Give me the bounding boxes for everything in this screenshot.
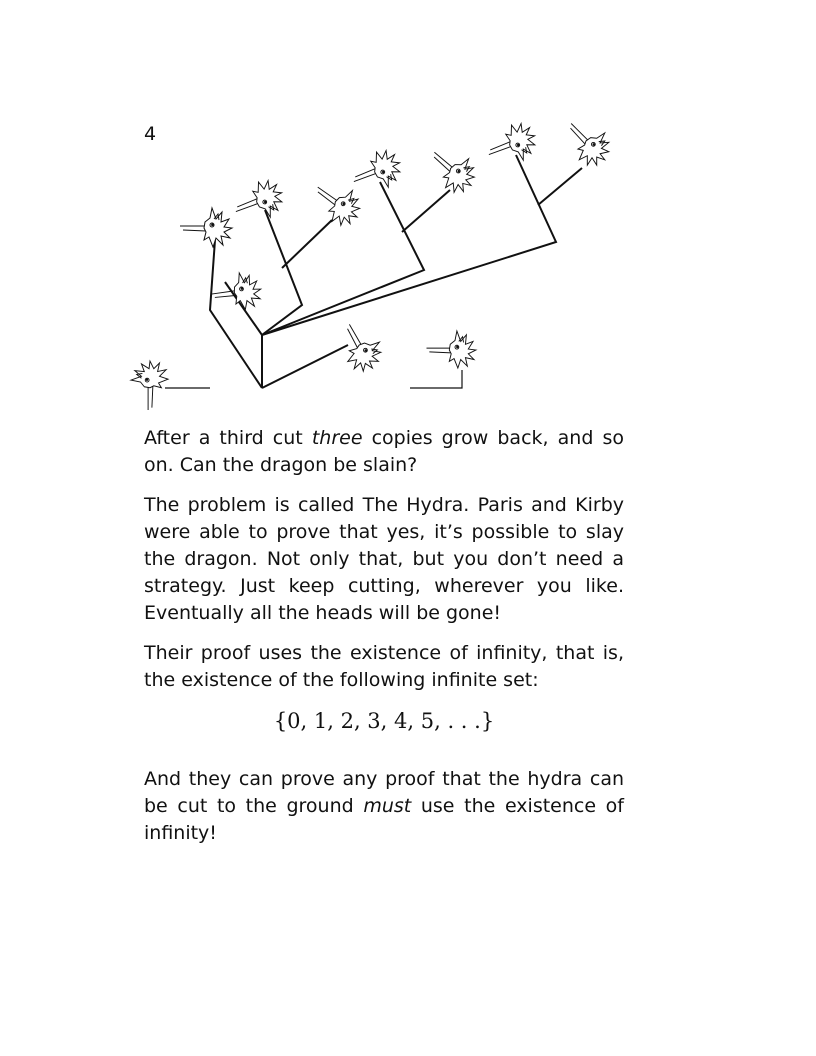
paragraph-third-cut: After a third cut three copies grow back, and so on. Can the dragon be slain?: [144, 427, 624, 476]
infinite-set-formula: {0, 1, 2, 3, 4, 5, . . .}: [273, 709, 495, 733]
emphasis-must: must: [363, 795, 412, 817]
paragraph-hydra-problem: The problem is called The Hydra. Paris and Kirby were able to prove that yes, it’s possible to slay the dragon. Not only that, but you don’t need a strategy. Just keep cutting, wherever you like. Eventually all the heads will be gone!: [144, 494, 624, 624]
page-number: 4: [144, 123, 157, 145]
paragraph-proof-infinity: Their proof uses the existence of infinity, that is, the existence of the following infinite set:: [144, 642, 624, 691]
emphasis-three: three: [311, 427, 363, 449]
hydra-heads: [131, 111, 618, 410]
paragraph-must-use-infinity: And they can prove any proof that the hydra can be cut to the ground must use the existence of infinity!: [144, 768, 624, 844]
hydra-tree-illustration: [118, 110, 628, 410]
